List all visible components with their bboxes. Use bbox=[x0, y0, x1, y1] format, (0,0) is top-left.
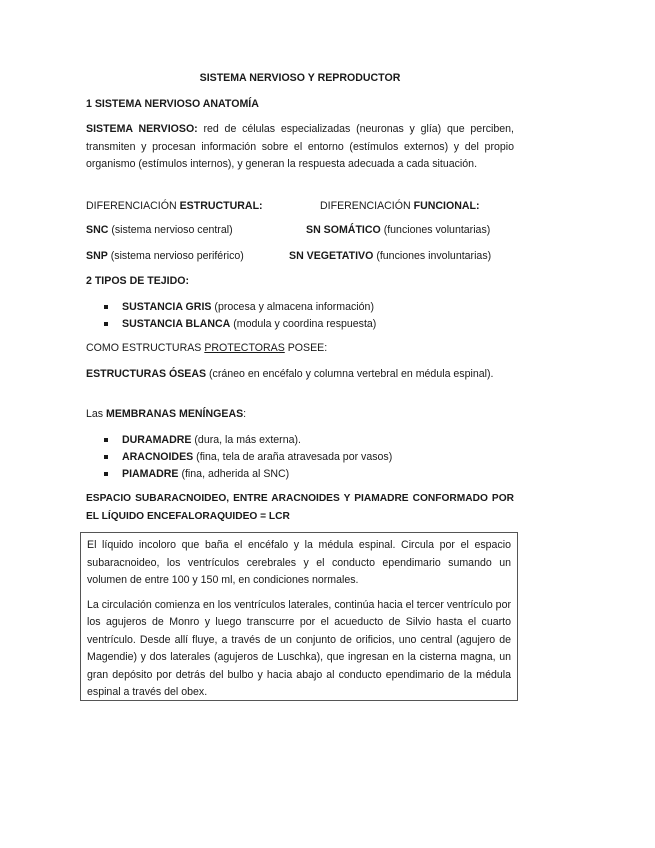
lcr-paragraph-1: El líquido incoloro que baña el encéfalo y la médula espinal. Circula por el espacio subaracnoideo, los ventrículos cerebrales y el conducto ependimario sumando un volumen de entre 100 y 150 ml, en condiciones normales. bbox=[87, 539, 511, 586]
label-bold: ESTRUCTURAL: bbox=[179, 200, 263, 212]
underlined-word: PROTECTORAS bbox=[204, 342, 285, 354]
section-heading-tejidos: 2 TIPOS DE TEJIDO: bbox=[86, 275, 190, 287]
description: (cráneo en encéfalo y columna vertebral en médula espinal). bbox=[206, 368, 494, 380]
term-sistema-nervioso: SISTEMA NERVIOSO: bbox=[86, 123, 198, 135]
snp-item bbox=[86, 250, 244, 262]
definition-text: red de células especializadas (neuronas y glía) que perciben, transmiten y procesan información sobre el entorno (estímulos externos) y del propio organismo (estímulos internos), y generan la respuesta adecuada a cada situación. bbox=[86, 123, 514, 170]
list-item bbox=[104, 466, 392, 483]
term: PIAMADRE bbox=[122, 468, 179, 481]
snc-item bbox=[86, 224, 233, 236]
list-item bbox=[104, 432, 392, 449]
protectoras-line bbox=[86, 342, 327, 354]
term: SNC bbox=[86, 224, 109, 236]
term: ESTRUCTURAS ÓSEAS bbox=[86, 368, 207, 380]
term: SN VEGETATIVO bbox=[289, 250, 374, 262]
diferenciacion-funcional bbox=[320, 200, 480, 212]
description: (sistema nervioso central) bbox=[108, 224, 233, 236]
term: SUSTANCIA GRIS bbox=[122, 301, 212, 313]
description: (funciones voluntarias) bbox=[380, 224, 491, 236]
tejidos-list bbox=[104, 299, 376, 333]
list-item bbox=[104, 449, 392, 466]
meninges-list bbox=[104, 432, 392, 484]
suffix: : bbox=[243, 408, 247, 420]
description: (funciones involuntarias) bbox=[373, 250, 492, 262]
document-title: SISTEMA NERVIOSO Y REPRODUCTOR bbox=[199, 72, 401, 84]
term: ARACNOIDES bbox=[122, 451, 194, 464]
term: SUSTANCIA BLANCA bbox=[122, 318, 231, 331]
sn-somatico-item bbox=[306, 224, 490, 236]
description: (procesa y almacena información) bbox=[211, 301, 374, 313]
sn-vegetativo-item bbox=[289, 250, 491, 262]
membranas-line bbox=[86, 408, 246, 420]
estructuras-oseas bbox=[86, 366, 514, 384]
prefix: Las bbox=[86, 408, 107, 420]
label-prefix: DIFERENCIACIÓN bbox=[320, 200, 414, 212]
term: MEMBRANAS MENÍNGEAS bbox=[106, 408, 244, 420]
term: DURAMADRE bbox=[122, 434, 192, 446]
description: (dura, la más externa). bbox=[191, 434, 301, 446]
suffix: POSEE: bbox=[284, 342, 328, 354]
term: SNP bbox=[86, 250, 108, 262]
espacio-subaracnoideo-heading: ESPACIO SUBARACNOIDEO, ENTRE ARACNOIDES Y PIAMADRE CONFORMADO POR EL LÍQUIDO ENCEFALORAQUIDEO = LCR bbox=[86, 493, 514, 522]
description: (fina, adherida al SNC) bbox=[178, 468, 290, 481]
label-prefix: DIFERENCIACIÓN bbox=[86, 200, 180, 212]
section-heading-anatomia: 1 SISTEMA NERVIOSO ANATOMÍA bbox=[86, 98, 259, 110]
list-item bbox=[104, 316, 376, 333]
description: (modula y coordina respuesta) bbox=[230, 318, 377, 331]
description: (fina, tela de araña atravesada por vasos) bbox=[193, 451, 393, 464]
prefix: COMO ESTRUCTURAS bbox=[86, 342, 205, 354]
lcr-paragraph-2: La circulación comienza en los ventrículos laterales, continúa hacia el tercer ventrículo por los agujeros de Monro y luego transcurre por el acueducto de Silvio hasta el cuarto ventrículo. Desde allí fluye, a través de un conjunto de orificios, uno central (agujero de Magendie) y dos laterales (agujeros de Luschka), que ingresan en la cisterna magna, un gran depósito por detrás del bulbo y hacia abajo al conducto ependimario de la médula espinal a través del obex. bbox=[87, 598, 511, 698]
description: (sistema nervioso periférico) bbox=[107, 250, 244, 262]
label-bold: FUNCIONAL: bbox=[413, 200, 480, 212]
lcr-info-box bbox=[80, 532, 518, 701]
term: SN SOMÁTICO bbox=[306, 224, 381, 236]
diferenciacion-estructural bbox=[86, 200, 263, 212]
sistema-nervioso-definition bbox=[86, 121, 514, 174]
list-item bbox=[104, 299, 376, 316]
